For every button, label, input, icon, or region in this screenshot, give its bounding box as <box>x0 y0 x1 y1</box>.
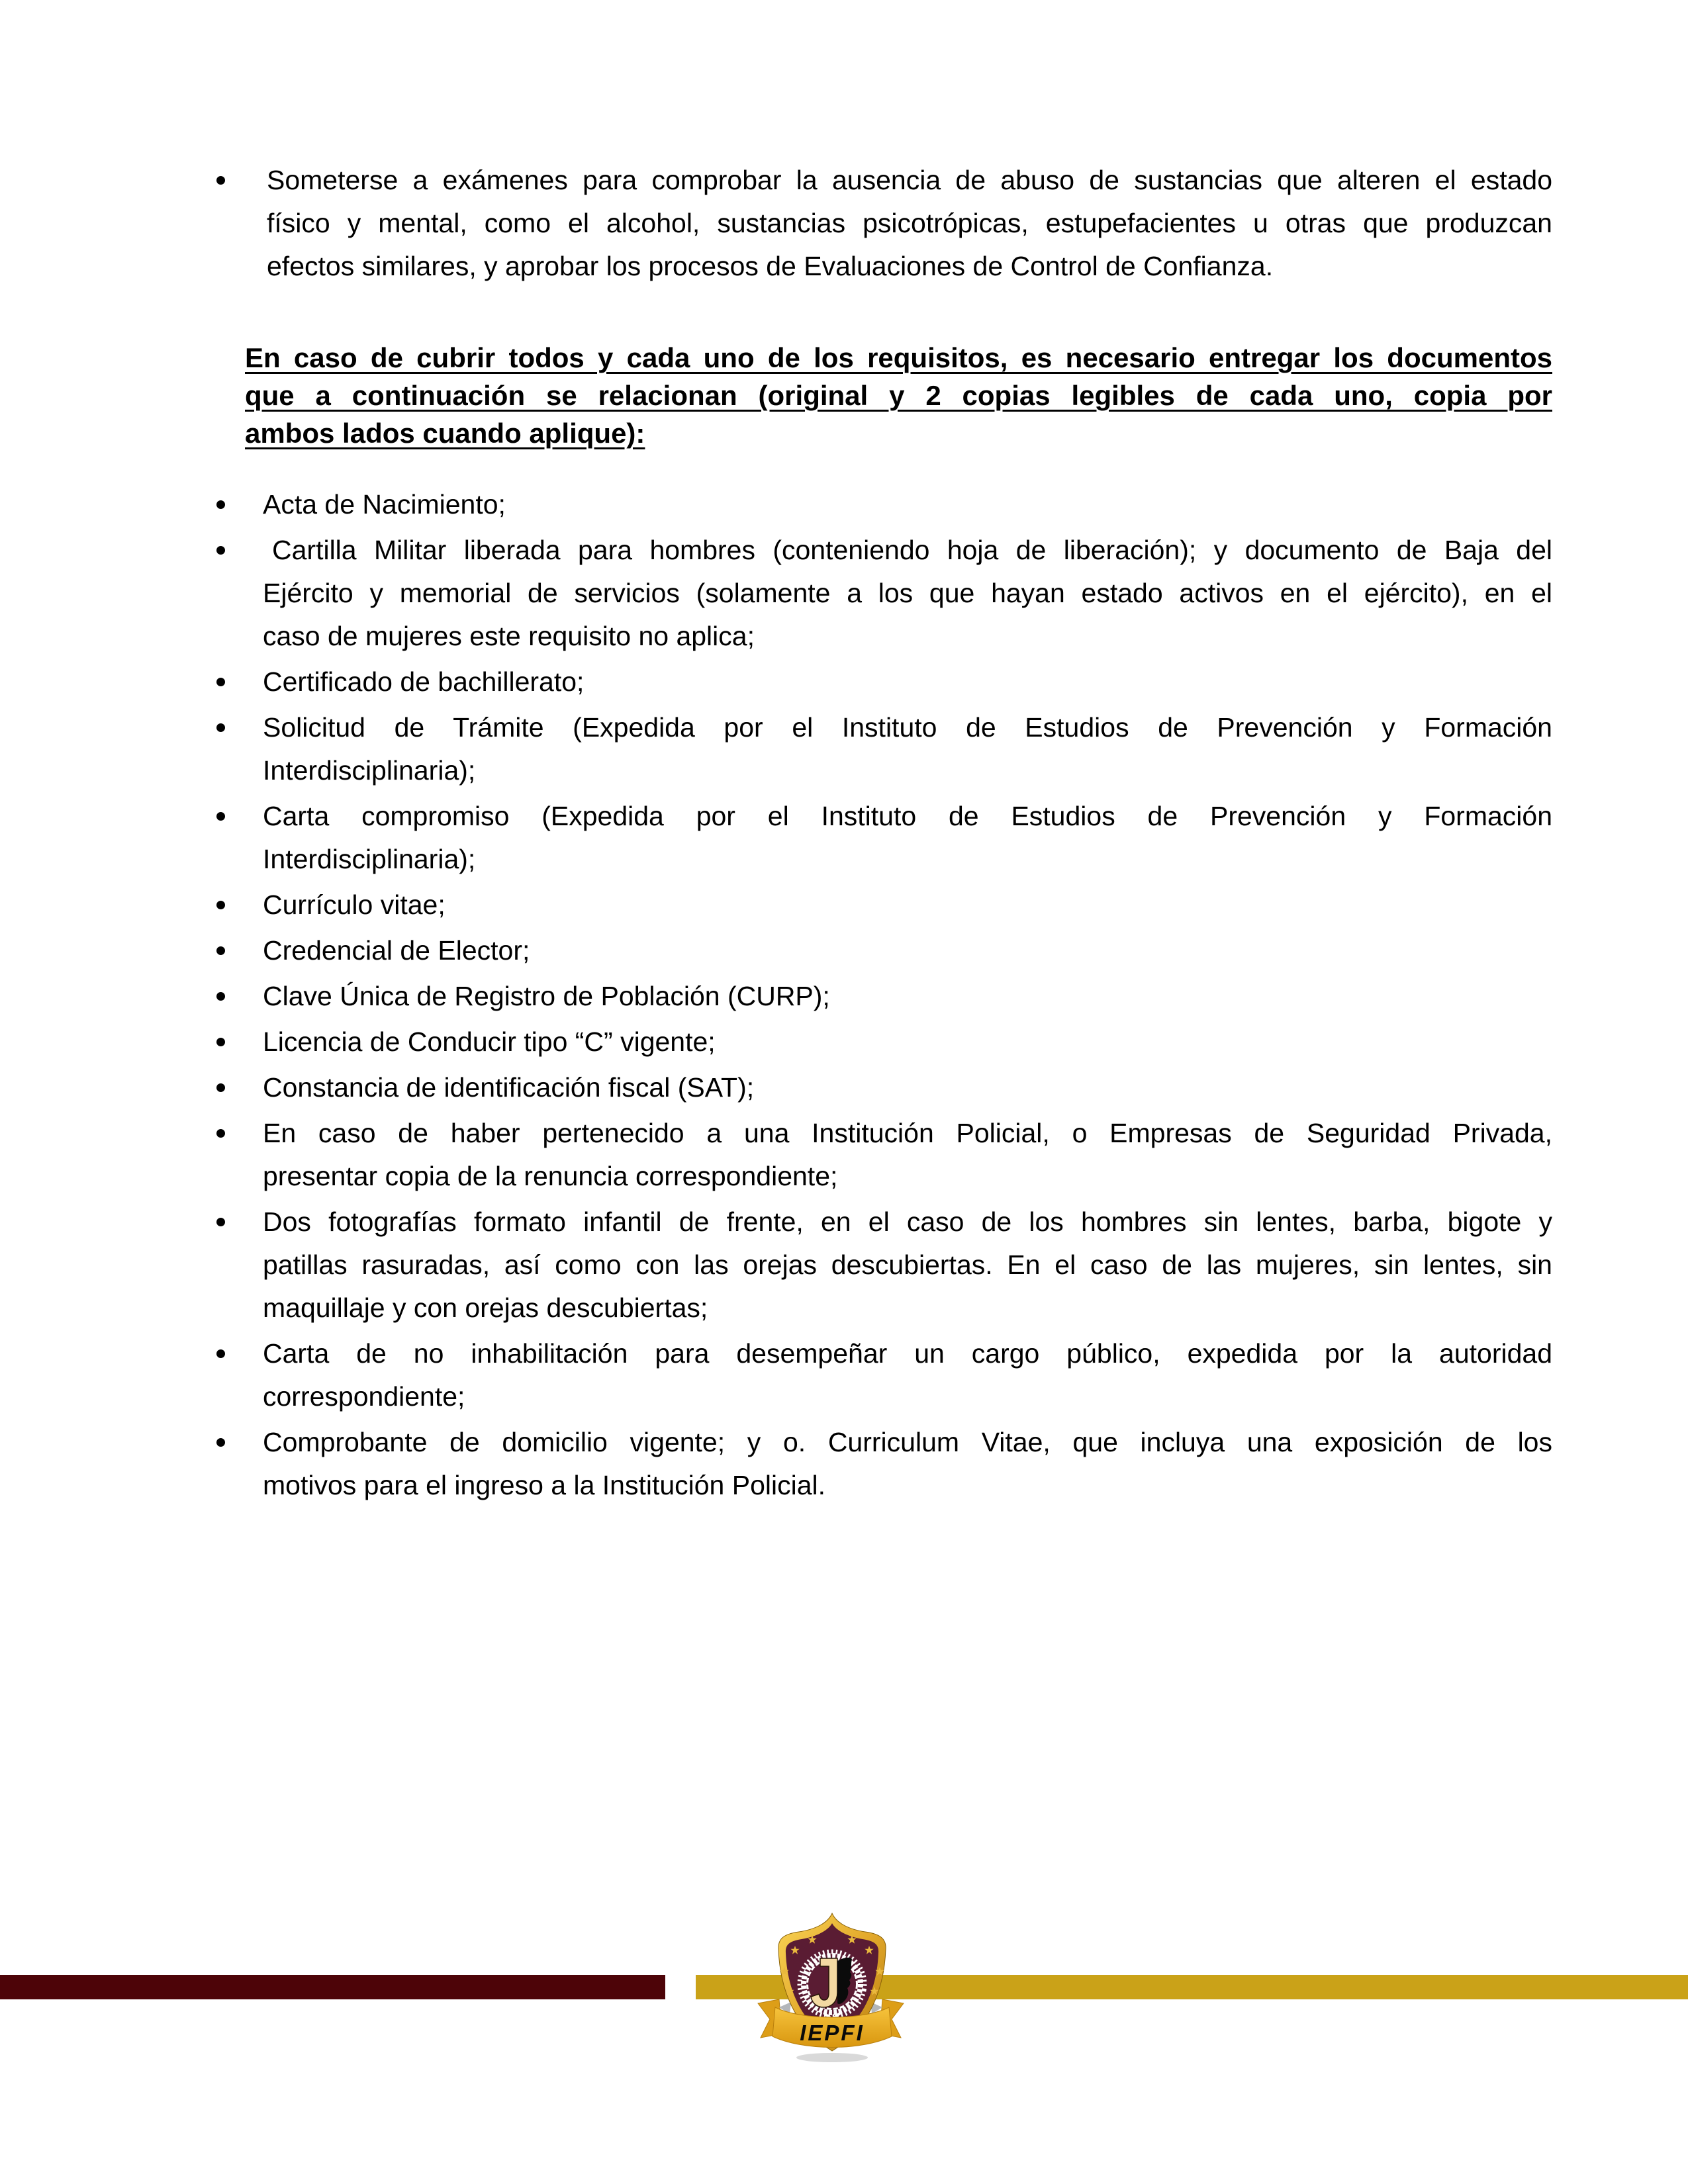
bullet-icon <box>216 1218 225 1226</box>
list-item <box>263 706 1552 792</box>
list-item-text <box>263 483 1552 526</box>
text-line: motivos para el ingreso a la Institución Policial. <box>263 1470 826 1500</box>
text-line: patillas rasuradas, así como con las orejas descubiertas. En el caso de las mujeres, sin lentes, sin <box>263 1250 1552 1280</box>
text-line: Comprobante de domicilio vigente; y o. Curriculum Vitae, que incluya una exposición de los <box>263 1427 1552 1457</box>
text-line: En caso de haber pertenecido a una Institución Policial, o Empresas de Seguridad Privada, <box>263 1118 1552 1148</box>
text-line: físico y mental, como el alcohol, sustancias psicotrópicas, estupefacientes u otras que produzcan <box>267 208 1552 238</box>
list-item <box>263 1066 1552 1109</box>
text-line: Acta de Nacimiento; <box>263 489 506 520</box>
text-line: En caso de cubrir todos y cada uno de los requisitos, es necesario entregar los documentos <box>245 342 1552 373</box>
text-line: Currículo vitae; <box>263 889 445 920</box>
list-item <box>263 795 1552 881</box>
list-item <box>263 660 1552 704</box>
text-line: efectos similares, y aprobar los procesos de Evaluaciones de Control de Confianza. <box>267 251 1274 281</box>
list-item <box>263 975 1552 1018</box>
bullet-icon <box>216 176 225 185</box>
list-item-text <box>263 1112 1552 1198</box>
text-line: Certificado de bachillerato; <box>263 666 585 697</box>
bullet-icon <box>216 1083 225 1092</box>
list-item <box>263 884 1552 927</box>
list-item-text <box>263 884 1552 927</box>
list-item-text <box>263 975 1552 1018</box>
bullet-icon <box>216 723 225 732</box>
bullet-icon <box>216 1038 225 1046</box>
text-line: presentar copia de la renuncia correspondiente; <box>263 1161 838 1191</box>
text-line: Ejército y memorial de servicios (solamente a los que hayan estado activos en el ejército), en el <box>263 578 1552 608</box>
bullet-icon <box>216 992 225 1001</box>
bullet-icon <box>216 546 225 555</box>
list-item-text <box>263 929 1552 972</box>
list-item-text <box>263 1332 1552 1418</box>
section-heading <box>245 339 1552 452</box>
text-line: Constancia de identificación fiscal (SAT); <box>263 1072 755 1103</box>
text-line: Someterse a exámenes para comprobar la ausencia de abuso de sustancias que alteren el estado <box>267 165 1552 195</box>
list-item <box>263 1021 1552 1064</box>
bullet-icon <box>216 1349 225 1358</box>
text-line: Solicitud de Trámite (Expedida por el Instituto de Estudios de Prevención y Formación <box>263 712 1552 743</box>
text-line: Credencial de Elector; <box>263 935 530 966</box>
intro-paragraph <box>263 159 1552 288</box>
bullet-icon <box>216 500 225 509</box>
requirements-list <box>263 483 1552 1510</box>
logo-shadow <box>796 2053 868 2062</box>
bullet-icon <box>216 812 225 821</box>
text-line: maquillaje y con orejas descubiertas; <box>263 1293 708 1323</box>
list-item <box>263 1332 1552 1418</box>
text-line: correspondiente; <box>263 1381 465 1412</box>
intro-paragraph-text <box>263 159 1552 288</box>
iepfi-logo <box>751 1909 910 2068</box>
list-item-text <box>263 706 1552 792</box>
text-line: Licencia de Conducir tipo “C” vigente; <box>263 1026 716 1057</box>
list-item-text <box>263 1066 1552 1109</box>
text-line: Carta de no inhabilitación para desempeñar un cargo público, expedida por la autoridad <box>263 1338 1552 1369</box>
list-item <box>263 1112 1552 1198</box>
list-item-text <box>263 529 1552 658</box>
text-line: Carta compromiso (Expedida por el Instituto de Estudios de Prevención y Formación <box>263 801 1552 831</box>
text-line: caso de mujeres este requisito no aplica; <box>263 621 755 651</box>
text-line: Clave Única de Registro de Población (CURP); <box>263 981 830 1011</box>
text-line: Dos fotografías formato infantil de frente, en el caso de los hombres sin lentes, barba, bigote y <box>263 1206 1552 1237</box>
list-item <box>263 529 1552 658</box>
list-item-text <box>263 1421 1552 1507</box>
list-item <box>263 1421 1552 1507</box>
logo-acronym: IEPFI <box>800 2021 865 2045</box>
list-item-text <box>263 1021 1552 1064</box>
text-line: Cartilla Militar liberada para hombres (conteniendo hoja de liberación); y documento de Baja del <box>272 535 1552 565</box>
text-line: ambos lados cuando aplique): <box>245 418 645 449</box>
section-heading-text <box>245 339 1552 452</box>
bullet-icon <box>216 1438 225 1447</box>
bullet-icon <box>216 678 225 686</box>
list-item-text <box>263 1201 1552 1330</box>
list-item-text <box>263 795 1552 881</box>
footer-maroon-bar <box>0 1975 665 1999</box>
list-item-text <box>263 660 1552 704</box>
bullet-icon <box>216 1129 225 1138</box>
text-line: Interdisciplinaria); <box>263 755 476 786</box>
list-item <box>263 483 1552 526</box>
list-item <box>263 929 1552 972</box>
list-item <box>263 1201 1552 1330</box>
text-line: que a continuación se relacionan (original y 2 copias legibles de cada uno, copia por <box>245 380 1552 411</box>
bullet-icon <box>216 946 225 955</box>
text-line: Interdisciplinaria); <box>263 844 476 874</box>
bullet-icon <box>216 901 225 909</box>
